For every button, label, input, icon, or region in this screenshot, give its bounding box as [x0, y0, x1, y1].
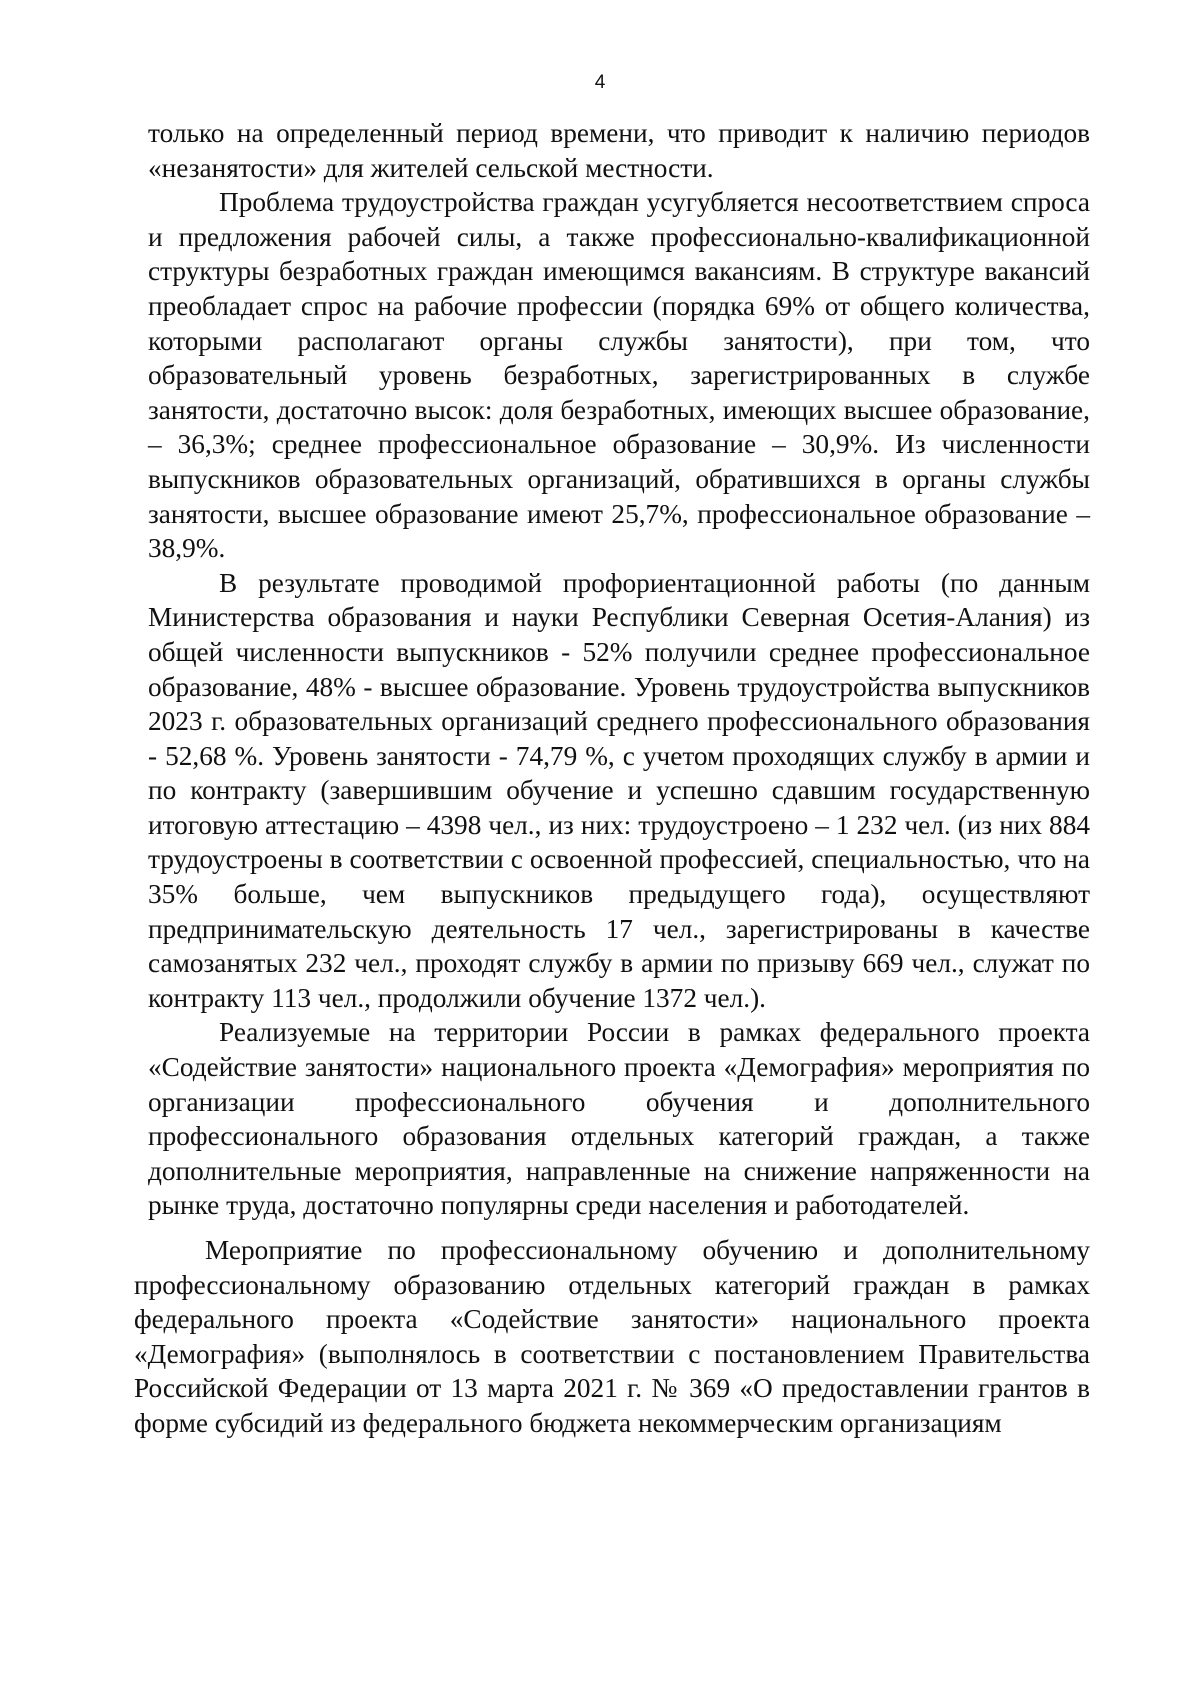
paragraph-graduates-results: В результате проводимой профориентационной работы (по данным Министерства образования и науки Республики Северная Осетия-Алания) из общей численности выпускников - 52% получили среднее профессиональное образование, 48% - высшее образование. Уровень трудоустройства выпускников 2023 г. образовательных организаций среднего профессионального образования - 52,68 %. Уровень занятости - 74,79 %, с учетом проходящих службу в армии и по контракту (завершившим обучение и успешно сдавшим государственную итоговую аттестацию – 4398 чел., из них: трудоустроено – 1 232 чел. (из них 884 трудоустроены в соответствии с освоенной профессией, специальностью, что на 35% больше, чем выпускников предыдущего года), осуществляют предпринимательскую деятельность 17 чел., зарегистрированы в качестве самозанятых 232 чел., проходят службу в армии по призыву 669 чел., служат по контракту 113 чел., продолжили обучение 1372 чел.). [148, 567, 1090, 1013]
paragraph-employment-problem: Проблема трудоустройства граждан усугубляется несоответствием спроса и предложения рабочей силы, а также профессионально-квалификационной структуры безработных граждан имеющимся вакансиям. В структуре вакансий преобладает спрос на рабочие профессии (порядка 69% от общего количества, которыми располагают органы службы занятости), при том, что образовательный уровень безработных, зарегистрированных в службе занятости, достаточно высок: доля безработных, имеющих высшее образование, – 36,3%; среднее профессиональное образование – 30,9%. Из численности выпускников образовательных организаций, обратившихся в органы службы занятости, высшее образование имеют 25,7%, профессиональное образование – 38,9%. [148, 187, 1090, 564]
paragraph-continuation: только на определенный период времени, что приводит к наличию периодов «незанятости» для жителей сельской местности. [148, 118, 1090, 183]
page-number: 4 [594, 72, 606, 93]
document-body [134, 116, 1090, 1441]
paragraph-federal-project: Реализуемые на территории России в рамках федерального проекта «Содействие занятости» национального проекта «Демография» мероприятия по организации профессионального обучения и дополнительного профессионального образования отдельных категорий граждан, а также дополнительные мероприятия, направленные на снижение напряженности на рынке труда, достаточно популярны среди населения и работодателей. [148, 1017, 1090, 1221]
paragraph-training-measure: Мероприятие по профессиональному обучению и дополнительному профессиональному образованию отдельных категорий граждан в рамках федерального проекта «Содействие занятости» национального проекта «Демография» (выполнялось в соответствии с постановлением Правительства Российской Федерации от 13 марта 2021 г. № 369 «О предоставлении грантов в форме субсидий из федерального бюджета некоммерческим организациям [134, 1235, 1090, 1438]
